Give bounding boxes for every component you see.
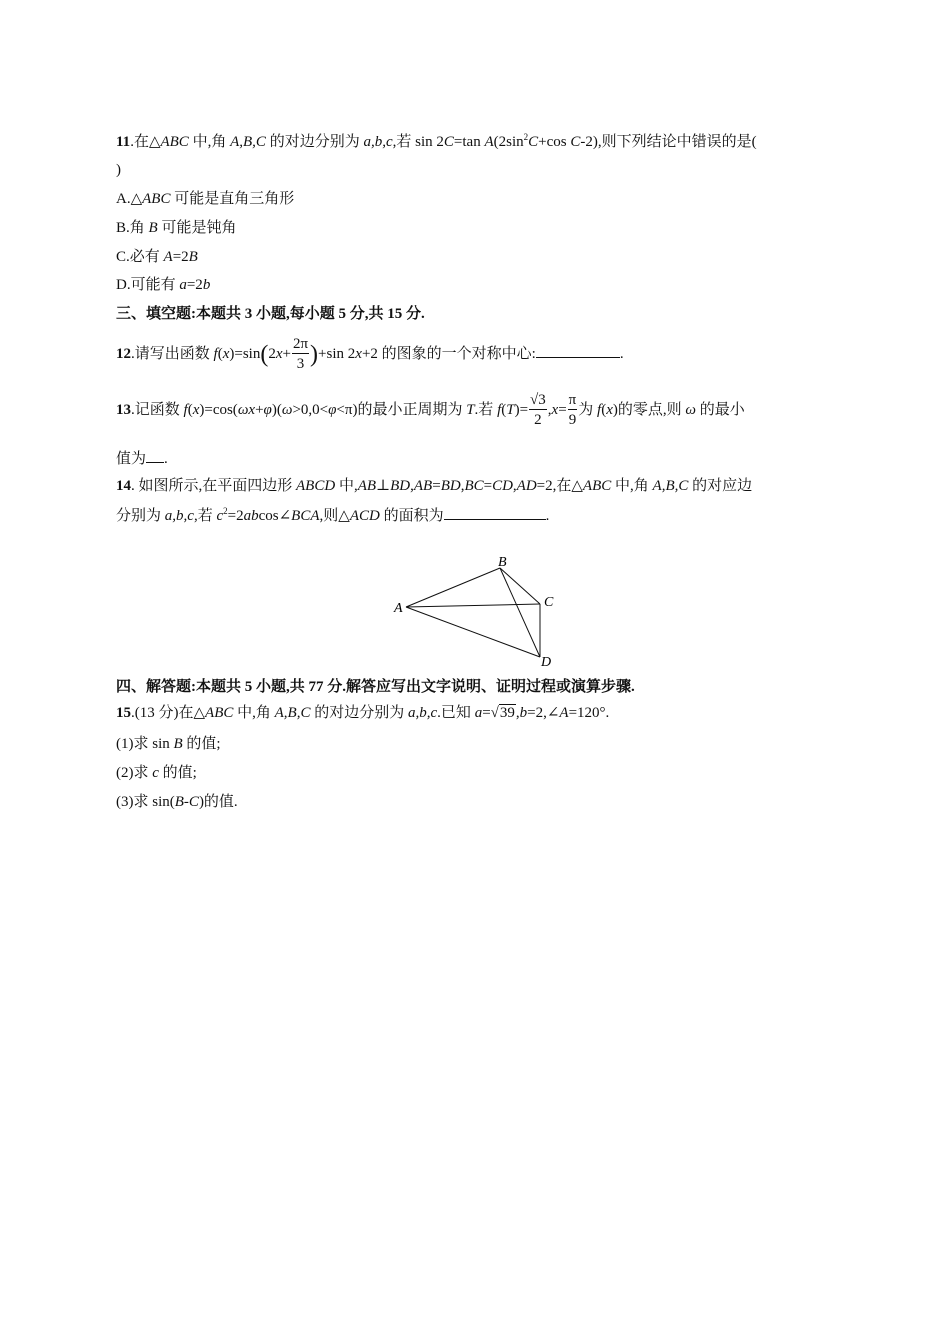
text: = <box>558 402 567 418</box>
text: , <box>512 478 517 494</box>
superscript: 2 <box>223 506 228 516</box>
text: (3)求 sin( <box>116 794 175 810</box>
text: ABC <box>160 134 189 150</box>
text: BCA <box>291 508 320 524</box>
text: , <box>410 478 414 494</box>
q11-close-paren: ) <box>116 162 121 178</box>
edge-ac <box>406 604 540 607</box>
text: φ <box>263 402 272 418</box>
fraction-pi-over-9 <box>568 391 578 430</box>
denominator: 2 <box>534 412 542 429</box>
q11-option-a <box>116 189 294 209</box>
text: .在△ <box>130 134 161 150</box>
text: =2,∠ <box>527 705 560 721</box>
text: + <box>255 402 264 418</box>
vertex-label-d: D <box>541 655 552 670</box>
text: =120°. <box>568 705 610 721</box>
text: =tan <box>453 134 485 150</box>
text: - <box>183 794 189 810</box>
text: .若 <box>474 402 498 418</box>
q13-number: 13 <box>116 402 131 418</box>
vertex-label-b: B <box>498 555 507 570</box>
text: ω <box>281 402 293 418</box>
text: ,则△ <box>319 508 350 524</box>
q12-answer-blank[interactable] <box>536 343 620 358</box>
text: ωx <box>237 402 256 418</box>
text: , <box>515 705 520 721</box>
right-paren: ) <box>310 341 319 368</box>
text: 的值; <box>182 736 221 752</box>
fraction-root3-over-2 <box>529 391 547 430</box>
text: ω <box>685 402 696 418</box>
text: ACD <box>349 508 380 524</box>
text: ABCD <box>296 478 336 494</box>
text: AD <box>516 478 537 494</box>
text: -2),则下列结论中错误的是( <box>580 134 757 150</box>
text: x <box>355 346 362 362</box>
text: . <box>164 451 168 467</box>
section-4-heading: 四、解答题:本题共 5 小题,共 77 分.解答应写出文字说明、证明过程或演算步骤. <box>116 679 635 695</box>
text: ab <box>243 508 259 524</box>
text: a,b,c <box>363 134 393 150</box>
text: 的面积为 <box>379 508 444 524</box>
text: 可能是直角三角形 <box>170 191 295 207</box>
vertex-label-c: C <box>544 595 554 610</box>
q13-answer-blank[interactable] <box>146 448 164 463</box>
text: B <box>148 220 158 236</box>
text: BD <box>390 478 411 494</box>
text: 的对边分别为 <box>265 134 364 150</box>
text: A,B,C <box>274 705 311 721</box>
text: AB <box>357 478 377 494</box>
text: )=sin <box>229 346 261 362</box>
text: 中,角 <box>233 705 275 721</box>
text: (1)求 sin <box>116 736 174 752</box>
text: A.△ <box>116 191 143 207</box>
edge-ad <box>406 607 540 657</box>
text: CD <box>492 478 513 494</box>
denominator: 3 <box>296 356 305 373</box>
text: 值为 <box>116 451 147 467</box>
text: D.可能有 <box>116 277 180 293</box>
text: . <box>619 346 624 362</box>
text: BD <box>440 478 461 494</box>
text: ABC <box>582 478 612 494</box>
text: B <box>174 794 184 810</box>
text: A <box>559 705 569 721</box>
vertex-label-a: A <box>394 601 403 616</box>
text: a <box>179 277 187 293</box>
text: ( <box>217 346 223 362</box>
text: T <box>466 402 475 418</box>
text: b <box>202 277 211 293</box>
text: 分别为 <box>116 508 165 524</box>
text: A <box>484 134 494 150</box>
text: b <box>519 705 528 721</box>
text: )( <box>271 402 282 418</box>
text: ABC <box>205 705 234 721</box>
text: (2sin <box>493 134 524 150</box>
text: = <box>483 478 493 494</box>
text: ,若 sin 2 <box>392 134 444 150</box>
text: a,b,c <box>164 508 194 524</box>
q15-part-1 <box>116 734 221 754</box>
q15-number: 15 <box>116 705 131 721</box>
q11-stem <box>116 132 757 152</box>
text: =2 <box>186 277 203 293</box>
text: C.必有 <box>116 249 164 265</box>
text: c <box>152 765 159 781</box>
text: , <box>460 478 465 494</box>
text: f <box>213 346 218 362</box>
text: >0,0< <box>292 402 329 418</box>
text: . 如图所示,在平面四边形 <box>131 478 297 494</box>
text: 2 <box>268 346 276 362</box>
text: BC <box>464 478 484 494</box>
q14-answer-blank[interactable] <box>444 505 546 520</box>
text: x <box>222 346 230 362</box>
q15-part-2 <box>116 763 197 783</box>
text: f <box>497 402 502 418</box>
q12-stem <box>116 335 624 374</box>
q11-option-c <box>116 247 198 267</box>
text: 中,角 <box>611 478 653 494</box>
radicand: 39 <box>499 705 515 721</box>
q14-line2 <box>116 505 549 526</box>
text: c <box>216 508 224 524</box>
text: <π)的最小正周期为 <box>336 402 467 418</box>
text: =2 <box>227 508 244 524</box>
text: =2,在△ <box>536 478 583 494</box>
text: . <box>545 508 550 524</box>
edge-bd <box>500 568 540 657</box>
q15-part-3 <box>116 792 238 812</box>
text: = <box>432 478 441 494</box>
text: x <box>275 346 283 362</box>
denominator: 9 <box>568 412 577 429</box>
text: +sin 2 <box>318 346 356 362</box>
text: = <box>482 705 491 721</box>
text: 为 <box>578 402 598 418</box>
q11-option-d <box>116 275 210 295</box>
q14-quadrilateral-figure <box>390 550 565 670</box>
text: a <box>474 705 483 721</box>
text: 中,角 <box>188 134 231 150</box>
text: )的值. <box>198 794 238 810</box>
text: x <box>606 402 613 418</box>
text: +2 的图象的一个对称中心: <box>361 346 536 362</box>
text: φ <box>328 402 337 418</box>
text: B.角 <box>116 220 149 236</box>
text: +cos <box>538 134 571 150</box>
text: )=cos( <box>199 402 238 418</box>
text: C <box>443 134 454 150</box>
text: .(13 分)在△ <box>131 705 206 721</box>
text: ( <box>501 402 507 418</box>
left-paren: ( <box>260 341 269 368</box>
q13-line2 <box>116 448 168 469</box>
text: B <box>173 736 183 752</box>
text: .已知 <box>437 705 475 721</box>
text: C <box>188 794 199 810</box>
q11-option-b <box>116 218 236 238</box>
q13-stem <box>116 390 745 430</box>
text: T <box>506 402 515 418</box>
text: C <box>528 134 539 150</box>
text: ABC <box>142 191 171 207</box>
text: f <box>597 402 602 418</box>
text: =2 <box>172 249 189 265</box>
text: 的最小 <box>695 402 745 418</box>
text: cos∠ <box>258 508 292 524</box>
text: a,b,c <box>408 705 438 721</box>
sqrt-39: √39 <box>490 705 515 721</box>
text: x <box>551 402 559 418</box>
text: A <box>163 249 173 265</box>
text: ( <box>601 402 607 418</box>
fraction-2pi-over-3 <box>292 335 309 374</box>
text: (2)求 <box>116 765 153 781</box>
text: A,B,C <box>652 478 689 494</box>
text: .请写出函数 <box>131 346 214 362</box>
superscript: 2 <box>523 132 529 142</box>
text: 可能是钝角 <box>157 220 237 236</box>
text: ,若 <box>193 508 217 524</box>
text: ⊥ <box>376 478 391 494</box>
numerator: π <box>568 392 577 409</box>
numerator: 2π <box>292 336 309 353</box>
text: A,B,C <box>230 134 266 150</box>
q15-stem <box>116 703 609 723</box>
text: , <box>547 402 552 418</box>
section-3-heading: 三、填空题:本题共 3 小题,每小题 5 分,共 15 分. <box>116 306 425 322</box>
q14-stem <box>116 476 752 496</box>
text: ( <box>187 402 193 418</box>
text: 的对边分别为 <box>310 705 408 721</box>
q11-number: 11 <box>116 134 131 150</box>
numerator: √3 <box>530 392 546 409</box>
text: .记函数 <box>131 402 184 418</box>
text: 中, <box>335 478 358 494</box>
text: )= <box>514 402 529 418</box>
text: x <box>192 402 200 418</box>
text: + <box>282 346 291 362</box>
q14-number: 14 <box>116 478 131 494</box>
text: AB <box>413 478 433 494</box>
edge-bc <box>500 568 540 604</box>
q12-number: 12 <box>116 346 131 362</box>
text: 的对应边 <box>688 478 753 494</box>
text: )的零点,则 <box>612 402 686 418</box>
edge-ab <box>406 568 500 607</box>
text: 的值; <box>158 765 197 781</box>
text: f <box>183 402 188 418</box>
text: B <box>188 249 198 265</box>
text: C <box>570 134 581 150</box>
